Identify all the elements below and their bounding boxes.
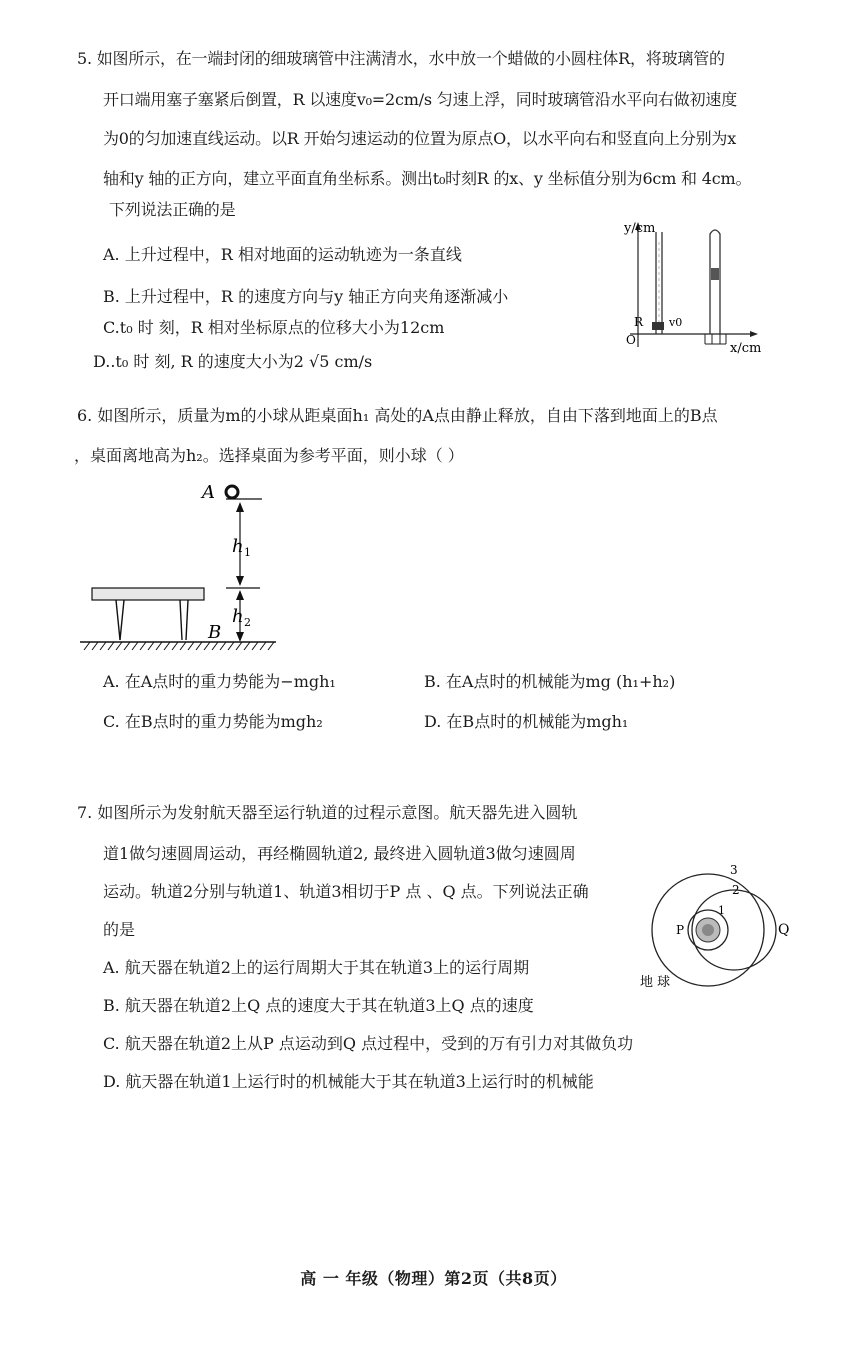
q5-stem-line: 开口端用塞子塞紧后倒置，R 以速度v₀=2cm/s 匀速上浮，同时玻璃管沿水平向右做初速度 [103, 90, 737, 109]
q6-free-fall-figure [76, 476, 286, 656]
q5-option-d: D..t₀ 时 刻, R 的速度大小为2 √5 cm/s [93, 352, 373, 371]
q5-option-c: C.t₀ 时 刻，R 相对坐标原点的位移大小为12cm [103, 318, 445, 337]
q7-stem-line: 的是 [103, 920, 136, 939]
q5-stem-line: 5. 如图所示，在一端封闭的细玻璃管中注满清水，水中放一个蜡做的小圆柱体R，将玻璃管的 [77, 49, 725, 68]
q5-stem-line: 为0的匀加速直线运动。以R 开始匀速运动的位置为原点O，以水平向右和竖直向上分别为x [103, 129, 737, 148]
q7-fig-p-label: P [676, 923, 685, 937]
q7-fig-orbit3: 3 [730, 863, 738, 877]
q6-fig-b-label: B [208, 622, 222, 643]
page-footer: 高 一 年级（物理）第2页（共8页） [300, 1269, 567, 1288]
q7-option-c: C. 航天器在轨道2上从P 点运动到Q 点过程中，受到的万有引力对其做负功 [103, 1034, 634, 1053]
q7-orbit-figure [640, 862, 800, 992]
q6-fig-h2-sub: 2 [244, 616, 251, 629]
q6-fig-h1-sub: 1 [244, 546, 251, 559]
q5-stem-line: 轴和y 轴的正方向，建立平面直角坐标系。测出t₀时刻R 的x、y 坐标值分别为6cm 和 4cm。 [103, 169, 752, 188]
q5-option-a: A. 上升过程中，R 相对地面的运动轨迹为一条直线 [103, 245, 462, 264]
q7-stem-line: 运动。轨道2分别与轨道1、轨道3相切于P 点 、Q 点。下列说法正确 [103, 882, 589, 901]
q6-fig-h1-label: h [232, 536, 244, 557]
q6-stem-line: ，桌面离地高为h₂。选择桌面为参考平面，则小球（ ） [74, 446, 464, 465]
q7-option-b: B. 航天器在轨道2上Q 点的速度大于其在轨道3上Q 点的速度 [103, 996, 534, 1015]
q5-fig-ylabel: y/cm [624, 221, 656, 236]
q6-option-a: A. 在A点时的重力势能为−mgh₁ [103, 672, 336, 691]
q6-option-b: B. 在A点时的机械能为mg (h₁+h₂) [424, 672, 676, 691]
q7-fig-earth-label: 地 球 [640, 975, 671, 990]
q5-fig-xlabel: x/cm [730, 341, 762, 356]
q6-stem-line: 6. 如图所示，质量为m的小球从距桌面h₁ 高处的A点由静止释放，自由下落到地面上的B点 [77, 406, 718, 425]
q7-option-a: A. 航天器在轨道2上的运行周期大于其在轨道3上的运行周期 [103, 958, 530, 977]
q5-fig-o-label: O [626, 333, 636, 347]
q5-fig-r-label: R [634, 315, 644, 329]
q5-option-b: B. 上升过程中，R 的速度方向与y 轴正方向夹角逐渐减小 [103, 287, 509, 306]
q7-option-d: D. 航天器在轨道1上运行时的机械能大于其在轨道3上运行时的机械能 [103, 1072, 594, 1091]
q6-fig-h2-label: h [232, 606, 244, 627]
q6-option-c: C. 在B点时的重力势能为mgh₂ [103, 712, 323, 731]
q7-stem-line: 道1做匀速圆周运动，再经椭圆轨道2, 最终进入圆轨道3做匀速圆周 [103, 844, 576, 863]
q7-stem-line: 7. 如图所示为发射航天器至运行轨道的过程示意图。航天器先进入圆轨 [77, 803, 578, 822]
q5-stem-line: 下列说法正确的是 [109, 200, 236, 219]
q7-fig-orbit2: 2 [732, 883, 740, 897]
q6-option-d: D. 在B点时的机械能为mgh₁ [424, 712, 629, 731]
q6-fig-a-label: A [202, 482, 215, 503]
q7-fig-orbit1: 1 [718, 904, 725, 917]
q7-fig-q-label: Q [778, 922, 790, 938]
q5-fig-v-label: v0 [669, 316, 683, 329]
q5-glass-tube-figure [612, 212, 772, 362]
